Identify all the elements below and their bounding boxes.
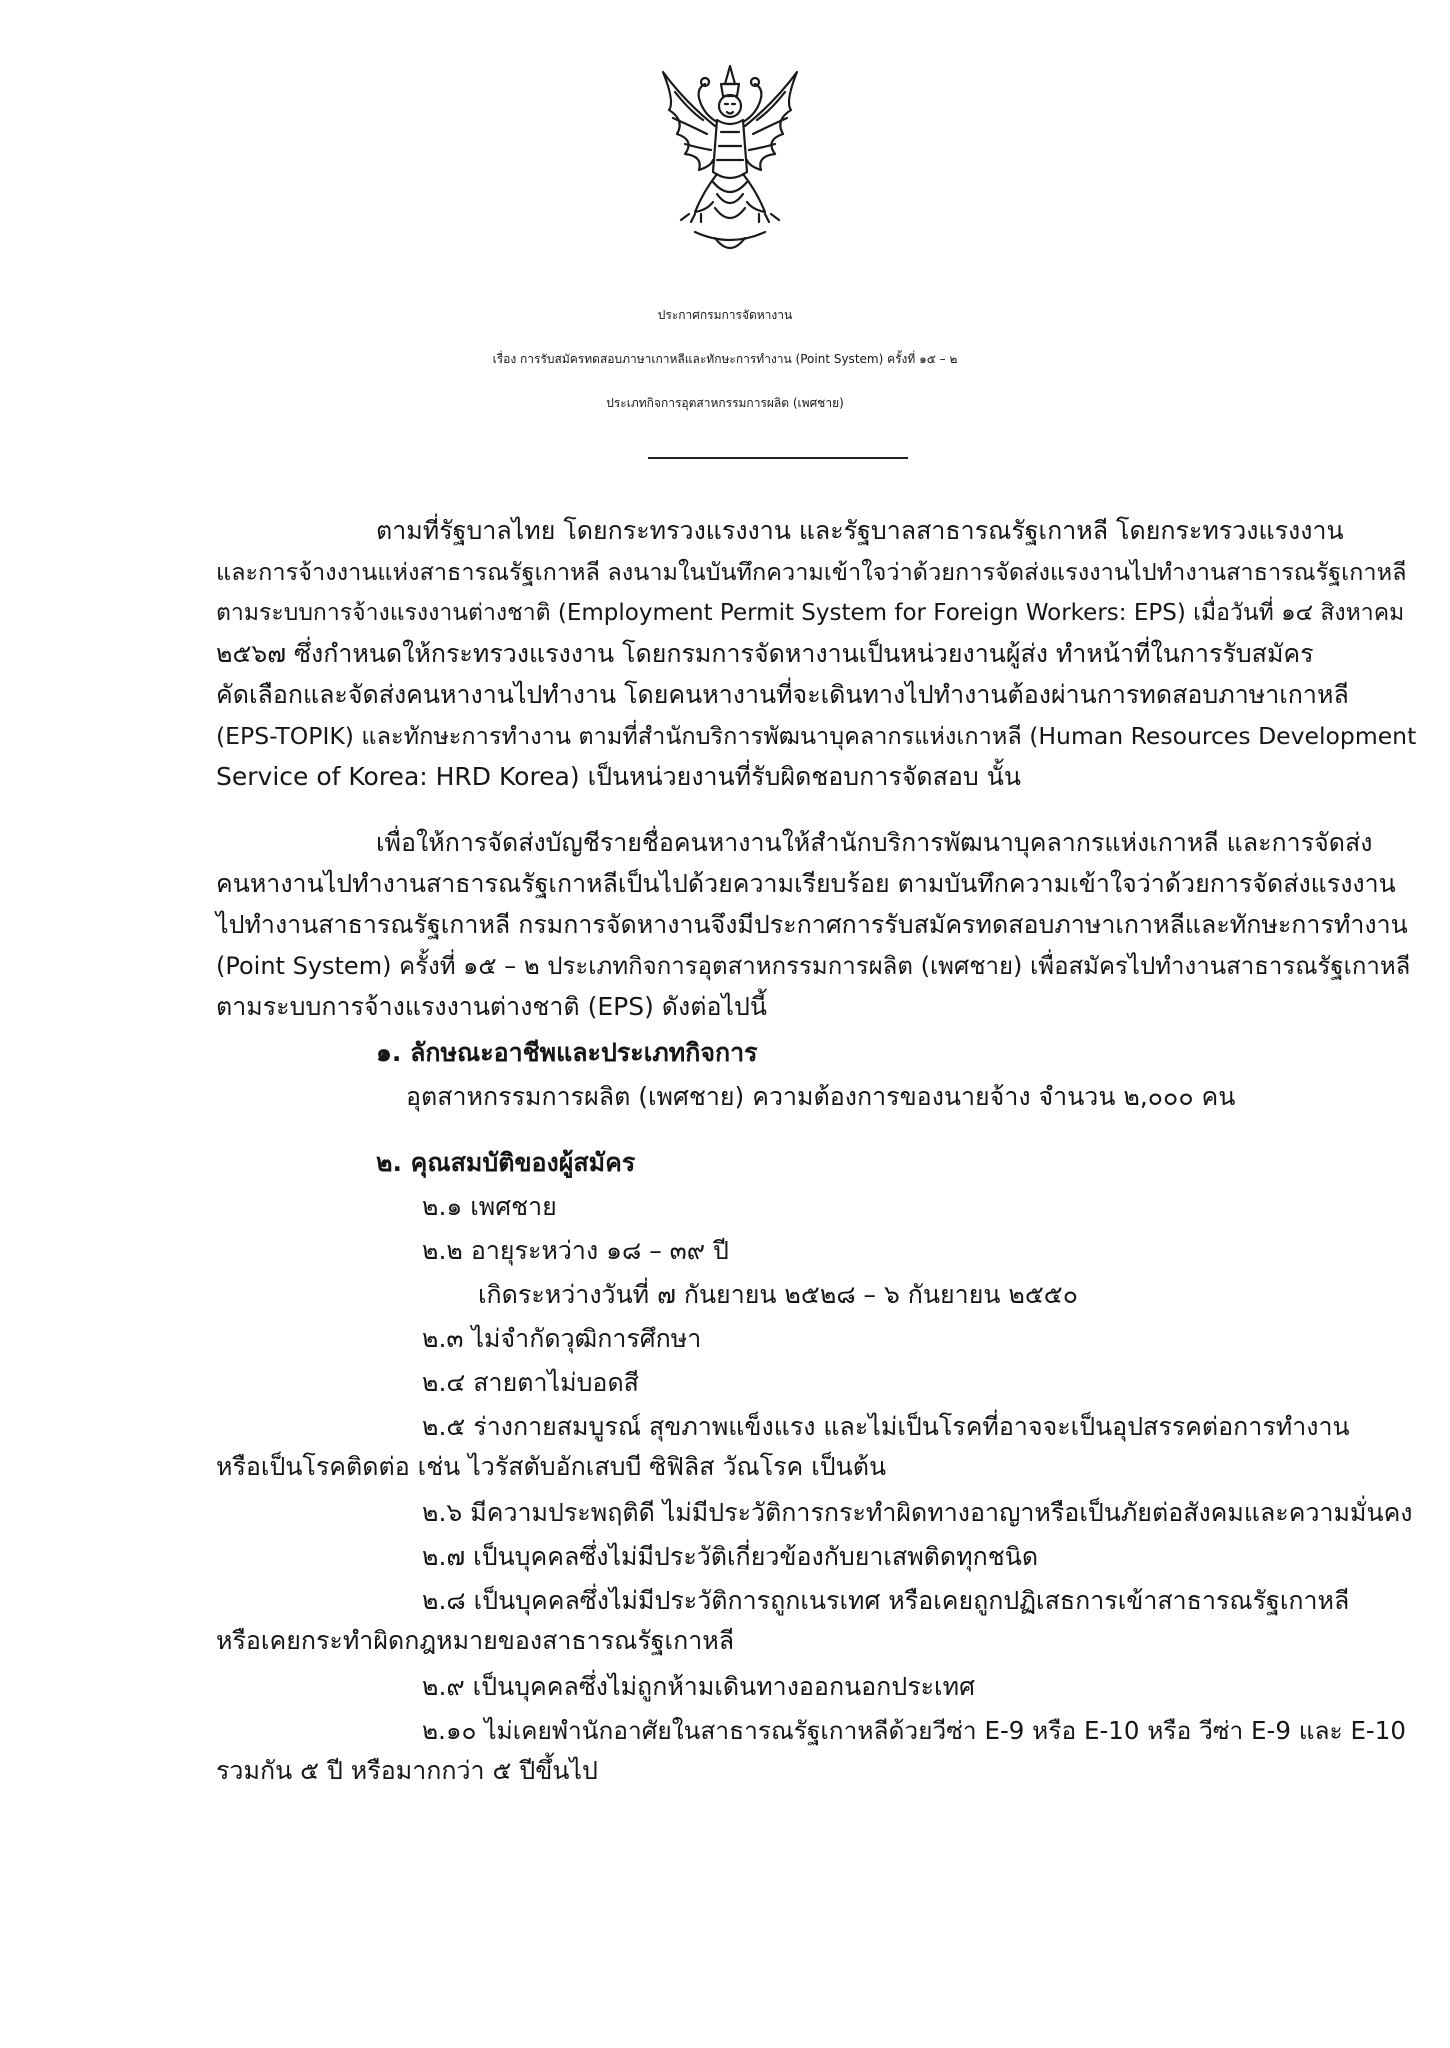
- qualification-item: ๒.๕ ร่างกายสมบูรณ์ สุขภาพแข็งแรง และไม่เป็นโรคที่อาจจะเป็นอุปสรรคต่อการทำงาน: [422, 1412, 1350, 1441]
- intro-line: คัดเลือกและจัดส่งคนหางานไปทำงาน โดยคนหางานที่จะเดินทางไปทำงานต้องผ่านการทดสอบภาษาเกาหลี: [216, 680, 1349, 709]
- intro-line: ๒๕๖๗ ซึ่งกำหนดให้กระทรวงแรงงาน โดยกรมการจัดหางานเป็นหน่วยงานผู้ส่ง ทำหน้าที่ในการรับสมัคร: [216, 639, 1314, 668]
- title-divider: [648, 457, 908, 459]
- qualification-item: ๒.๘ เป็นบุคคลซึ่งไม่มีประวัติการถูกเนรเทศ หรือเคยถูกปฏิเสธการเข้าสาธารณรัฐเกาหลี: [422, 1586, 1350, 1615]
- intro-line: (EPS-TOPIK) และทักษะการทำงาน ตามที่สำนักบริการพัฒนาบุคลากรแห่งเกาหลี (Human Resources Development: [216, 722, 1417, 750]
- purpose-line: คนหางานไปทำงานสาธารณรัฐเกาหลีเป็นไปด้วยความเรียบร้อย ตามบันทึกความเข้าใจว่าด้วยการจัดส่งแรงงาน: [216, 869, 1396, 898]
- qualification-item: ๒.๙ เป็นบุคคลซึ่งไม่ถูกห้ามเดินทางออกนอกประเทศ: [422, 1672, 975, 1701]
- purpose-line: ไปทำงานสาธารณรัฐเกาหลี กรมการจัดหางานจึงมีประกาศการรับสมัครทดสอบภาษาเกาหลีและทักษะการทำงาน: [216, 910, 1408, 939]
- garuda-emblem-icon: [655, 62, 805, 262]
- qualification-item-continuation: รวมกัน ๕ ปี หรือมากกว่า ๕ ปีขึ้นไป: [216, 1756, 598, 1785]
- intro-line: และการจ้างงานแห่งสาธารณรัฐเกาหลี ลงนามในบันทึกความเข้าใจว่าด้วยการจัดส่งแรงงานไปทำงานสาธารณรัฐเกาหลี: [216, 558, 1407, 586]
- qualification-item: ๒.๖ มีความประพฤติดี ไม่มีประวัติการกระทำผิดทางอาญาหรือเป็นภัยต่อสังคมและความมั่นคง: [422, 1498, 1413, 1527]
- announcement-subject: เรื่อง การรับสมัครทดสอบภาษาเกาหลีและทักษะการทำงาน (Point System) ครั้งที่ ๑๕ – ๒: [492, 352, 958, 366]
- intro-line: ตามระบบการจ้างแรงงานต่างชาติ (Employment Permit System for Foreign Workers: EPS) เมื่อวันที่ ๑๔ สิงหาคม: [216, 600, 1405, 626]
- qualification-item: ๒.๓ ไม่จำกัดวุฒิการศึกษา: [422, 1324, 702, 1353]
- qualification-item: ๒.๔ สายตาไม่บอดสี: [422, 1368, 639, 1397]
- intro-line: Service of Korea: HRD Korea) เป็นหน่วยงานที่รับผิดชอบการจัดสอบ นั้น: [216, 762, 1021, 791]
- section1-text: อุตสาหกรรมการผลิต (เพศชาย) ความต้องการของนายจ้าง จำนวน ๒,๐๐๐ คน: [406, 1082, 1236, 1111]
- qualification-item: ๒.๗ เป็นบุคคลซึ่งไม่มีประวัติเกี่ยวข้องกับยาเสพติดทุกชนิด: [422, 1542, 1039, 1571]
- announcement-title: ประกาศกรมการจัดหางาน: [657, 308, 793, 322]
- qualification-item: ๒.๑ เพศชาย: [422, 1192, 557, 1221]
- qualification-item-continuation: หรือเคยกระทำผิดกฎหมายของสาธารณรัฐเกาหลี: [216, 1626, 735, 1655]
- qualification-item-continuation: หรือเป็นโรคติดต่อ เช่น ไวรัสตับอักเสบบี ซิฟิลิส วัณโรค เป็นต้น: [216, 1452, 887, 1481]
- qualification-item-continuation: เกิดระหว่างวันที่ ๗ กันยายน ๒๕๒๘ – ๖ กันยายน ๒๕๕๐: [478, 1280, 1078, 1309]
- purpose-line: (Point System) ครั้งที่ ๑๕ – ๒ ประเภทกิจการอุตสาหกรรมการผลิต (เพศชาย) เพื่อสมัครไปทำงานสาธารณรัฐเกาหลี: [216, 952, 1411, 980]
- section1-heading: ๑. ลักษณะอาชีพและประเภทกิจการ: [376, 1038, 758, 1067]
- qualification-item: ๒.๑๐ ไม่เคยพำนักอาศัยในสาธารณรัฐเกาหลีด้วยวีซ่า E-9 หรือ E-10 หรือ วีซ่า E-9 และ E-10: [422, 1716, 1406, 1745]
- intro-line: ตามที่รัฐบาลไทย โดยกระทรวงแรงงาน และรัฐบาลสาธารณรัฐเกาหลี โดยกระทรวงแรงงาน: [376, 516, 1344, 545]
- purpose-line: ตามระบบการจ้างแรงงานต่างชาติ (EPS) ดังต่อไปนี้: [216, 992, 768, 1021]
- qualification-item: ๒.๒ อายุระหว่าง ๑๘ – ๓๙ ปี: [422, 1236, 729, 1265]
- purpose-line: เพื่อให้การจัดส่งบัญชีรายชื่อคนหางานให้สำนักบริการพัฒนาบุคลากรแห่งเกาหลี และการจัดส่ง: [376, 828, 1373, 857]
- announcement-category: ประเภทกิจการอุตสาหกรรมการผลิต (เพศชาย): [606, 396, 844, 410]
- section2-heading: ๒. คุณสมบัติของผู้สมัคร: [376, 1148, 636, 1177]
